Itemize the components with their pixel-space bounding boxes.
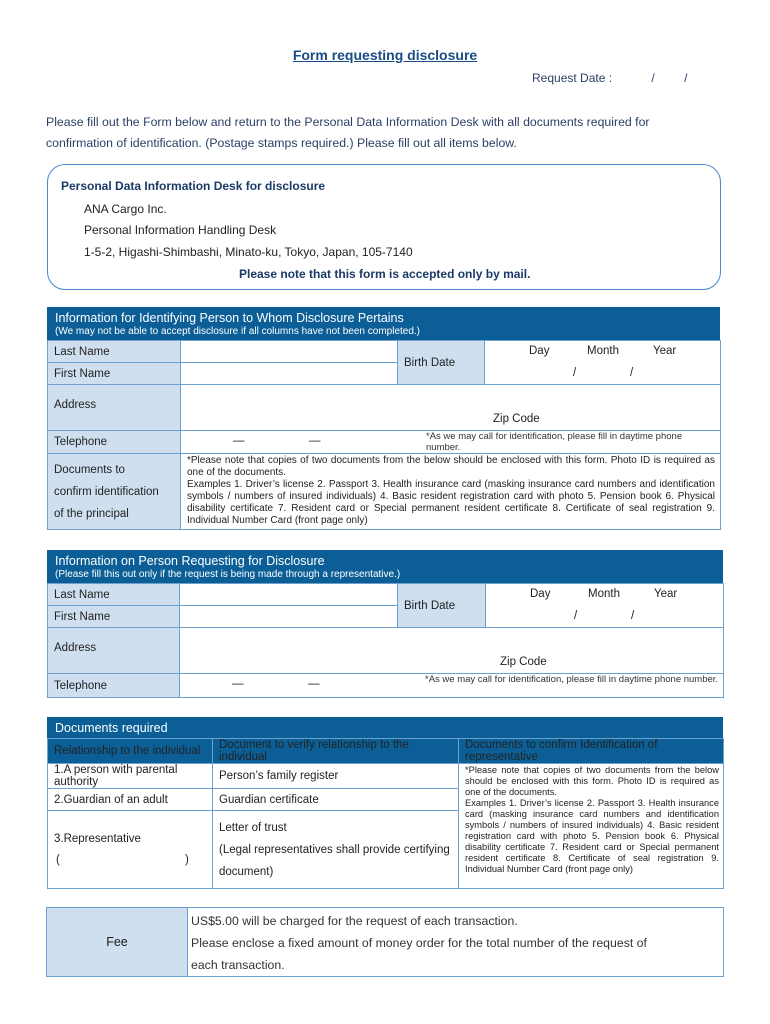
documents-label-line: of the principal xyxy=(54,507,129,520)
telephone-label: Telephone xyxy=(48,431,181,454)
last-name-label: Last Name xyxy=(48,341,181,363)
desk-heading: Personal Data Information Desk for disclosure xyxy=(61,179,326,193)
telephone-field[interactable] xyxy=(181,431,721,454)
date-separator: / xyxy=(574,610,578,622)
section2-title: Information on Person Requesting for Disclosure xyxy=(55,554,325,568)
requester-address-field[interactable] xyxy=(180,628,724,674)
paren-open: ( xyxy=(56,854,60,866)
day-label: Day xyxy=(529,345,550,357)
documents-label-line: Documents to xyxy=(54,463,125,476)
row3-document-line: Letter of trust xyxy=(219,821,287,834)
address-field[interactable] xyxy=(181,385,721,431)
phone-dash: — xyxy=(232,678,244,690)
fee-line: each transaction. xyxy=(191,958,285,972)
documents-required-table xyxy=(47,738,724,889)
fee-line: US$5.00 will be charged for the request of each transaction. xyxy=(191,914,518,928)
page-title: Form requesting disclosure xyxy=(292,47,478,63)
first-name-label: First Name xyxy=(48,363,181,385)
last-name-field[interactable] xyxy=(181,341,398,363)
year-label: Year xyxy=(653,345,677,357)
row1-document: Person’s family register xyxy=(213,764,459,789)
fee-line: Please enclose a fixed amount of money order for the total number of the request of xyxy=(191,936,647,950)
requester-telephone-label: Telephone xyxy=(48,674,180,698)
month-label: Month xyxy=(587,345,619,357)
documents-label xyxy=(48,454,181,530)
date-separator: / xyxy=(573,367,577,379)
section2-header xyxy=(47,550,723,583)
request-date xyxy=(532,71,687,85)
desk-address: 1-5-2, Higashi-Shimbashi, Minato-ku, Tokyo, Japan, 105-7140 xyxy=(84,245,413,259)
col-rep-identification: Documents to confirm Identification of representative xyxy=(459,739,724,764)
telephone-note: *As we may call for identification, please fill in daytime phone number. xyxy=(425,674,719,685)
documents-label-line: confirm identification xyxy=(54,485,159,498)
birth-date-label: Birth Date xyxy=(398,341,485,385)
requester-birth-date-field[interactable] xyxy=(486,584,724,628)
requester-address-label: Address xyxy=(48,628,180,674)
mail-only-note: Please note that this form is accepted only by mail. xyxy=(239,267,531,281)
desk-company: ANA Cargo Inc. xyxy=(84,202,167,216)
telephone-note: *As we may call for identification, please fill in daytime phone number. xyxy=(426,431,683,453)
documents-examples: Examples 1. Driver’s license 2. Passport 3. Health insurance card (masking insurance card numbers and identification symbols / numbers of insured individuals) 4. Basic resident registration card with photo 5. Pension book 6. Physical disability certificate 7. Resident card or Special permanent resident certificate 8. Certificate of seal registration 9. Individual Number Card (front page only) xyxy=(187,479,715,526)
requester-last-name-label: Last Name xyxy=(48,584,180,606)
row3-document xyxy=(213,811,459,889)
desk-info-box xyxy=(47,164,721,290)
day-label: Day xyxy=(530,588,551,600)
section2-table xyxy=(47,583,724,698)
intro-line: confirmation of identification. (Postage stamps required.) Please fill out all items below. xyxy=(46,136,517,150)
first-name-field[interactable] xyxy=(181,363,398,385)
rep-identification-info xyxy=(459,764,724,889)
col-relationship: Relationship to the individual xyxy=(48,739,213,764)
row3-relationship xyxy=(48,811,213,889)
fee-box xyxy=(46,907,724,977)
phone-dash: — xyxy=(308,678,320,690)
rep-note: *Please note that copies of two documents from the below should be enclosed with this form. Photo ID is required as one of the documents. xyxy=(465,765,719,797)
date-separator: / xyxy=(631,610,635,622)
row3-document-line: document) xyxy=(219,865,274,878)
requester-first-name-field[interactable] xyxy=(180,606,398,628)
row3-document-line: (Legal representatives shall provide certifying xyxy=(219,843,450,856)
desk-department: Personal Information Handling Desk xyxy=(84,223,277,237)
year-label: Year xyxy=(654,588,678,600)
phone-dash: — xyxy=(309,435,321,447)
fee-label: Fee xyxy=(47,908,188,976)
section1-table xyxy=(47,340,721,530)
col-verify-document: Document to verify relationship to the individual xyxy=(213,739,459,764)
requester-birth-date-label: Birth Date xyxy=(398,584,486,628)
requester-telephone-field[interactable] xyxy=(180,674,724,698)
zip-code-label: Zip Code xyxy=(500,656,547,668)
month-label: Month xyxy=(588,588,620,600)
intro-text xyxy=(46,112,736,154)
date-separator: / xyxy=(651,71,655,85)
birth-date-field[interactable] xyxy=(485,341,721,385)
row2-document: Guardian certificate xyxy=(213,789,459,811)
requester-last-name-field[interactable] xyxy=(180,584,398,606)
date-separator: / xyxy=(684,71,688,85)
paren-close: ) xyxy=(185,854,189,866)
documents-note: *Please note that copies of two documents from the below should be enclosed with this form. Photo ID is required as one of the documents. xyxy=(187,455,715,478)
date-separator: / xyxy=(630,367,634,379)
section3-header xyxy=(47,717,723,738)
documents-info xyxy=(181,454,721,530)
row1-relationship: 1.A person with parental authority xyxy=(48,764,213,789)
row3-relationship-label: 3.Representative xyxy=(54,833,141,845)
row2-relationship: 2.Guardian of an adult xyxy=(48,789,213,811)
section3-title: Documents required xyxy=(55,721,168,735)
section1-title: Information for Identifying Person to Whom Disclosure Pertains xyxy=(55,311,404,325)
rep-examples: Examples 1. Driver’s license 2. Passport 3. Health insurance card (masking insurance card numbers and identification symbols / numbers of insured individuals) 4. Basic resident registration card with photo 5. Pension book 6. Physical disability certificate 7. Resident card or Special permanent resident certificate 8. Certificate of seal registration 9. Individual Number Card (front page only) xyxy=(465,798,719,874)
section1-header xyxy=(47,307,720,340)
address-label: Address xyxy=(48,385,181,431)
section1-subtitle: (We may not be able to accept disclosure if all columns have not been completed.) xyxy=(55,326,421,337)
section2-subtitle: (Please fill this out only if the request is being made through a representative.) xyxy=(55,569,401,580)
phone-dash: — xyxy=(233,435,245,447)
fee-text xyxy=(191,910,647,976)
requester-first-name-label: First Name xyxy=(48,606,180,628)
request-date-label: Request Date : xyxy=(532,71,613,85)
intro-line: Please fill out the Form below and return to the Personal Data Information Desk with all documents required for xyxy=(46,115,650,129)
zip-code-label: Zip Code xyxy=(493,413,540,425)
